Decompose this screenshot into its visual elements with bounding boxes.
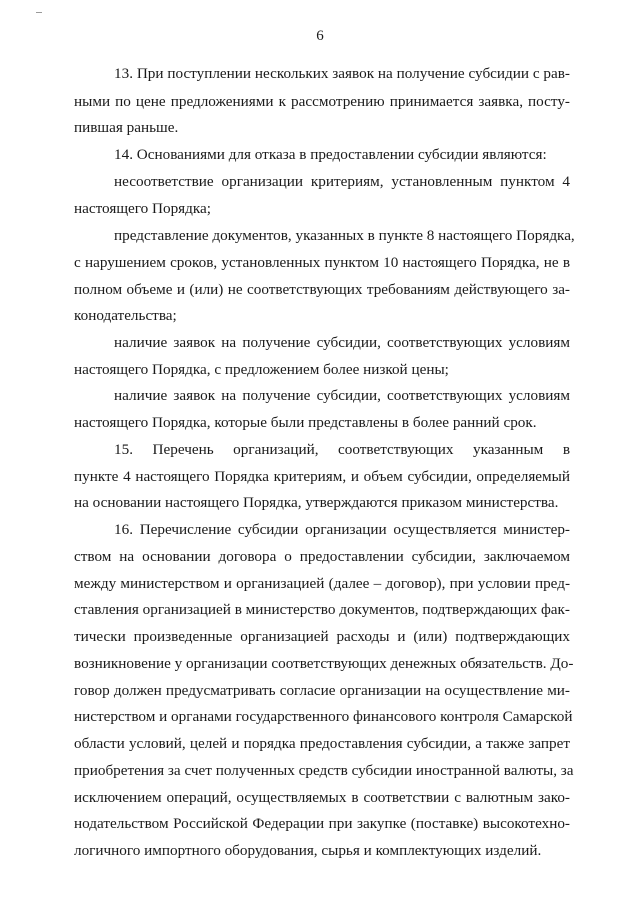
text-line: настоящего Порядка, с предложением более низкой цены;	[74, 361, 449, 378]
text-line: говор должен предусматривать согласие организации на осуществление ми-	[74, 682, 570, 699]
text-line: представление документов, указанных в пункте 8 настоящего Порядка,	[114, 227, 575, 244]
text-line: нодательством Российской Федерации при закупке (поставке) высокотехно-	[74, 815, 570, 832]
text-line: области условий, целей и порядка предоставления субсидии, а также запрет	[74, 735, 570, 752]
text-line: наличие заявок на получение субсидии, соответствующих условиям	[114, 387, 570, 404]
text-line: ными по цене предложениями к рассмотрению принимается заявка, посту-	[74, 93, 570, 110]
text-line: логичного импортного оборудования, сырья и комплектующих изделий.	[74, 842, 542, 859]
page-number: 6	[316, 28, 324, 44]
text-line: на основании настоящего Порядка, утверждаются приказом министерства.	[74, 494, 559, 511]
scan-artifact-mark	[36, 12, 42, 13]
text-line: возникновение у организации соответствующих денежных обязательств. До-	[74, 655, 574, 672]
text-line: наличие заявок на получение субсидии, соответствующих условиям	[114, 334, 570, 351]
text-line: 16. Перечисление субсидии организации осуществляется министер-	[114, 521, 570, 538]
text-line: несоответствие организации критериям, установленным пунктом 4	[114, 173, 570, 190]
text-line: пившая раньше.	[74, 119, 179, 136]
text-line: пункте 4 настоящего Порядка критериям, и объем субсидии, определяемый	[74, 468, 570, 485]
text-line: с нарушением сроков, установленных пунктом 10 настоящего Порядка, не в	[74, 254, 570, 271]
text-line: 14. Основаниями для отказа в предоставлении субсидии являются:	[114, 146, 547, 163]
text-line: настоящего Порядка, которые были представлены в более ранний срок.	[74, 414, 537, 431]
text-line: 13. При поступлении нескольких заявок на получение субсидии с рав-	[114, 65, 570, 82]
text-line: ставления организацией в министерство документов, подтверждающих фак-	[74, 601, 570, 618]
text-line: ством на основании договора о предоставлении субсидии, заключаемом	[74, 548, 570, 565]
text-line: исключением операций, осуществляемых в соответствии с валютным зако-	[74, 789, 570, 806]
text-line: полном объеме и (или) не соответствующих требованиям действующего за-	[74, 281, 570, 298]
text-line: нистерством и органами государственного финансового контроля Самарской	[74, 708, 573, 725]
text-line: конодательства;	[74, 307, 177, 324]
text-line: приобретения за счет полученных средств субсидии иностранной валюты, за	[74, 762, 574, 779]
text-line: тически произведенные организацией расходы и (или) подтверждающих	[74, 628, 570, 645]
text-line: 15. Перечень организаций, соответствующих указанным в	[114, 441, 570, 458]
text-line: настоящего Порядка;	[74, 200, 211, 217]
text-line: между министерством и организацией (далее – договор), при условии пред-	[74, 575, 570, 592]
